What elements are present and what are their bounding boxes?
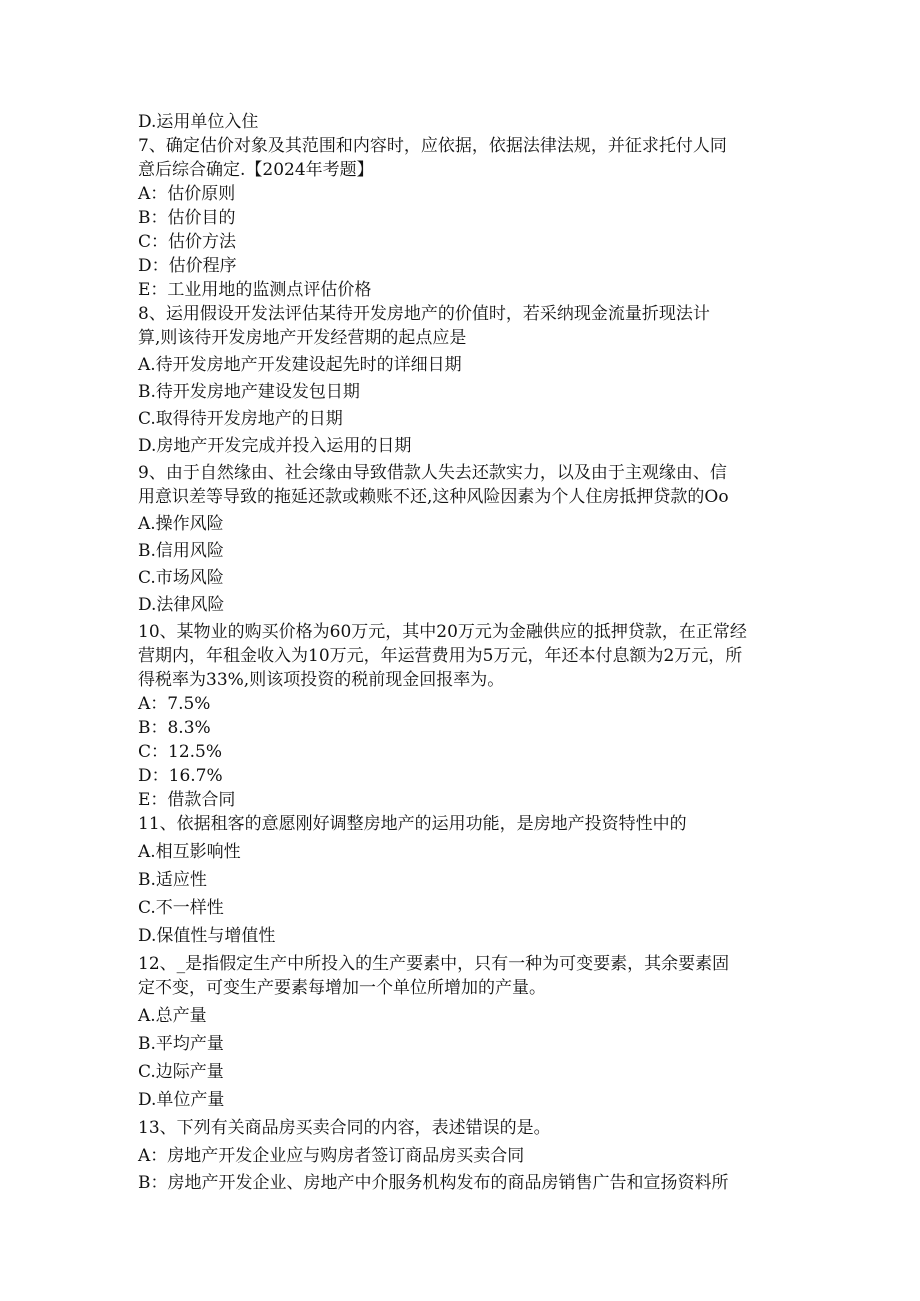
q10-option-c: C：12.5% <box>138 742 223 762</box>
question-11: 11、依据租客的意愿刚好调整房地产的运用功能，是房地产投资特性中的 <box>138 814 687 834</box>
q11-option-b: B.适应性 <box>138 870 207 890</box>
q13-option-b: B：房地产开发企业、房地产中介服务机构发布的商品房销售广告和宣扬资料所 <box>138 1173 729 1193</box>
q7-option-a: A：估价原则 <box>138 184 236 204</box>
q7-option-c: C：估价方法 <box>138 232 237 252</box>
q12-option-a: A.总产量 <box>138 1006 207 1026</box>
question-10-line-3: 得税率为33%,则该项投资的税前现金回报率为。 <box>138 670 505 690</box>
q7-option-b: B：估价目的 <box>138 208 236 228</box>
q7-option-e: E：工业用地的监测点评估价格 <box>138 280 372 300</box>
q10-option-a: A：7.5% <box>138 694 211 714</box>
question-7-line-2: 意后综合确定.【2024年考题】 <box>138 160 374 180</box>
q11-option-a: A.相互影响性 <box>138 842 241 862</box>
question-9-line-2: 用意识差等导致的拖延还款或赖账不还,这种风险因素为个人住房抵押贷款的Oo <box>138 487 729 507</box>
q9-option-a: A.操作风险 <box>138 514 224 534</box>
q9-option-c: C.市场风险 <box>138 568 224 588</box>
document-page <box>138 110 788 1195</box>
question-10-line-1: 10、某物业的购买价格为60万元，其中20万元为金融供应的抵押贷款，在正常经 <box>138 622 747 642</box>
question-8-line-1: 8、运用假设开发法评估某待开发房地产的价值时，若采纳现金流量折现法计 <box>138 304 710 324</box>
q13-option-a: A：房地产开发企业应与购房者签订商品房买卖合同 <box>138 1146 525 1166</box>
q12-option-d: D.单位产量 <box>138 1090 225 1110</box>
q10-option-d: D：16.7% <box>138 766 223 786</box>
q8-option-a: A.待开发房地产开发建设起先时的详细日期 <box>138 355 462 375</box>
q10-option-e: E：借款合同 <box>138 790 236 810</box>
question-10-line-2: 营期内，年租金收入为10万元，年运营费用为5万元，年还本付息额为2万元，所 <box>138 646 743 666</box>
q7-option-d: D：估价程序 <box>138 256 237 276</box>
q10-option-b: B：8.3% <box>138 718 211 738</box>
option-d-q6: D.运用单位入住 <box>138 112 259 132</box>
q8-option-d: D.房地产开发完成并投入运用的日期 <box>138 436 412 456</box>
question-12-line-2: 定不变，可变生产要素每增加一个单位所增加的产量。 <box>138 978 546 998</box>
q9-option-b: B.信用风险 <box>138 541 224 561</box>
q11-option-c: C.不一样性 <box>138 898 224 918</box>
question-7-line-1: 7、确定估价对象及其范围和内容时，应依据，依据法律法规，并征求托付人同 <box>138 136 727 156</box>
question-8-line-2: 算,则该待开发房地产开发经营期的起点应是 <box>138 328 467 348</box>
q12-option-c: C.边际产量 <box>138 1062 224 1082</box>
q11-option-d: D.保值性与增值性 <box>138 926 276 946</box>
question-13: 13、下列有关商品房买卖合同的内容，表述错误的是。 <box>138 1118 551 1138</box>
question-9-line-1: 9、由于自然缘由、社会缘由导致借款人失去还款实力，以及由于主观缘由、信 <box>138 463 727 483</box>
q12-option-b: B.平均产量 <box>138 1034 224 1054</box>
q9-option-d: D.法律风险 <box>138 595 225 615</box>
question-12-line-1: 12、_是指假定生产中所投入的生产要素中，只有一种为可变要素，其余要素固 <box>138 954 730 974</box>
q8-option-b: B.待开发房地产建设发包日期 <box>138 382 360 402</box>
q8-option-c: C.取得待开发房地产的日期 <box>138 409 343 429</box>
